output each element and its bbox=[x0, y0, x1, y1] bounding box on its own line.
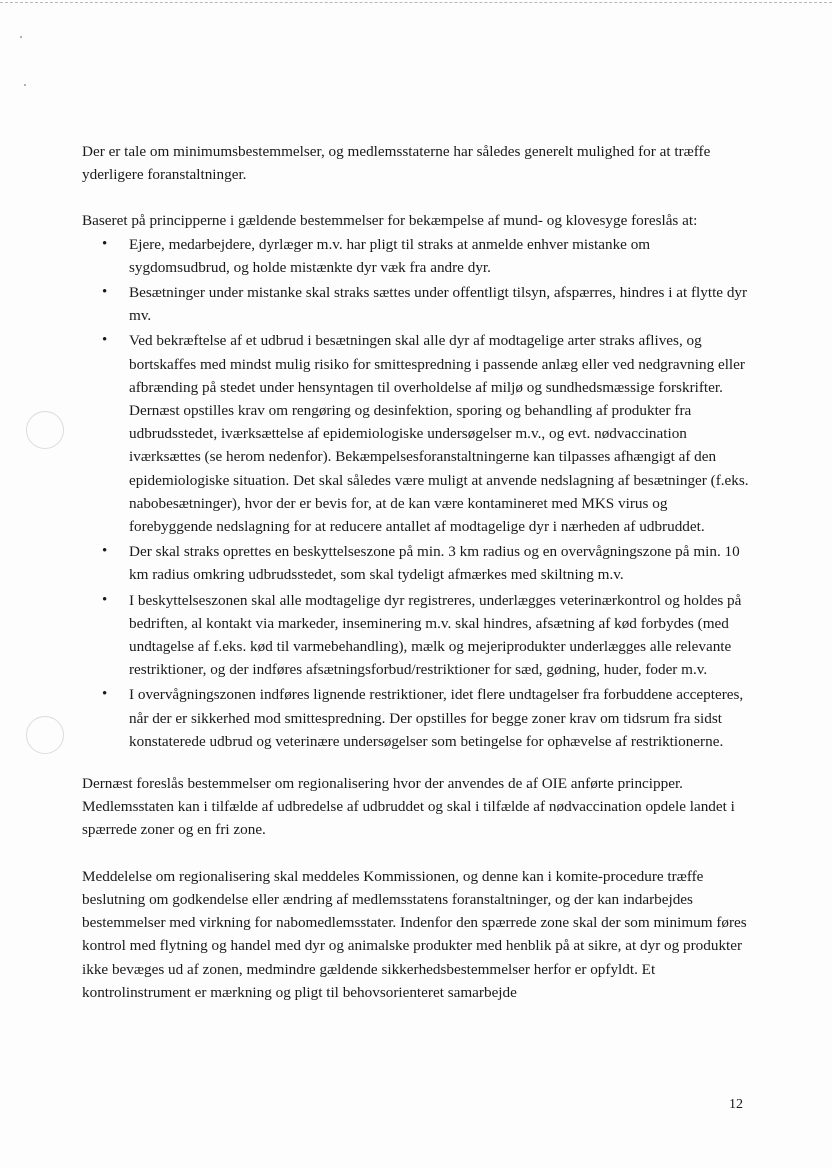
scan-speck bbox=[20, 36, 22, 38]
list-item bbox=[82, 281, 750, 327]
list-item-text: Besætninger under mistanke skal straks sættes under offentligt tilsyn, afspærres, hindres i at flytte dyr mv. bbox=[129, 284, 748, 325]
punch-hole bbox=[26, 411, 64, 449]
document-body bbox=[82, 140, 750, 1027]
list-item-text: Der skal straks oprettes en beskyttelseszone på min. 3 km radius og en overvågningszone på min. 10 km radius omkring udbrudsstedet, som skal tydeligt afmærkes med skiltning m.v. bbox=[129, 543, 740, 584]
paragraph-regionalisation: Dernæst foreslås bestemmelser om regionalisering hvor der anvendes de af OIE anførte principper. Medlemsstaten kan i tilfælde af udbredelse af udbruddet og skal i tilfælde af nødvaccination opdele landet i spærrede zoner og en fri zone. bbox=[82, 775, 735, 839]
bullet-icon: • bbox=[102, 591, 108, 608]
list-item-text: I overvågningszonen indføres lignende restriktioner, idet flere undtagelser fra forbuddene accepteres, når der er sikkerhed mod smittespredning. Der opstilles for begge zoner krav om tidsrum fra sidst konstaterede udbrud og veterinære undersøgelser som betingelse for ophævelse af restriktionerne. bbox=[129, 686, 744, 750]
page-number: 12 bbox=[729, 1097, 743, 1112]
bullet-icon: • bbox=[102, 284, 108, 301]
list-item bbox=[82, 540, 750, 586]
punch-hole bbox=[26, 716, 64, 754]
bullet-icon: • bbox=[102, 686, 108, 703]
paragraph-proposal-intro: Baseret på principperne i gældende bestemmelser for bekæmpelse af mund- og klovesyge foreslås at: bbox=[82, 212, 698, 230]
list-item bbox=[82, 589, 750, 682]
list-item-text: Ejere, medarbejdere, dyrlæger m.v. har pligt til straks at anmelde enhver mistanke om sygdomsudbrud, og holde mistænkte dyr væk fra andre dyr. bbox=[129, 235, 651, 276]
list-item bbox=[82, 233, 750, 279]
list-item-text: Ved bekræftelse af et udbrud i besætningen skal alle dyr af modtagelige arter straks aflives, og bortskaffes med mindst mulig risiko for smittespredning i passende anlæg eller ved nedgravning eller afbrænding på stedet under hensyntagen til overholdelse af miljø og sundhedsmæssige forskrifter. Dernæst opstilles krav om rengøring og desinfektion, sporing og behandling af produkter fra udbrudsstedet, iværksættelse af epidemiologiske undersøgelser m.v., og evt. nødvaccination iværksættes (se herom nedenfor). Bekæmpelsesforanstaltningerne kan tilpasses afhængigt af den epidemiologiske situation. Det skal således være muligt at anvende nedslagning af besætninger (f.eks. nabobesætninger), hvor der er bevis for, at de kan være kontamineret med MKS virus og forebyggende nedslagning for at reducere antallet af modtagelige dyr i nærheden af udbruddet. bbox=[129, 332, 749, 536]
list-item bbox=[82, 683, 750, 753]
paragraph-commission-notice: Meddelelse om regionalisering skal meddeles Kommissionen, og denne kan i komite-procedure træffe beslutning om godkendelse eller ændring af medlemsstatens foranstaltninger, og der kan indarbejdes bestemmelser med virkning for nabomedlemsstater. Indenfor den spærrede zone skal der som minimum føres kontrol med flytning og handel med dyr og animalske produkter med henblik på at sikre, at dyr og produkter ikke bevæges ud af zonen, medmindre gældende sikkerhedsbestemmelser herfor er opfyldt. Et kontrolinstrument er mærkning og pligt til behovsorienteret samarbejde bbox=[82, 867, 747, 1001]
list-item-text: I beskyttelseszonen skal alle modtagelige dyr registreres, underlægges veterinærkontrol og holdes på bedriften, al kontakt via markeder, inseminering m.v. skal hindres, afsætning af kød forbydes (med undtagelse af f.eks. kød til varmebehandling), mælk og mejeriprodukter underlægges alle relevante restriktioner, og der indføres afsætningsforbud/restriktioner for sæd, gødning, huder, foder m.v. bbox=[129, 591, 742, 679]
scan-speck bbox=[24, 84, 26, 86]
bullet-icon: • bbox=[102, 332, 108, 349]
scan-top-edge bbox=[0, 2, 832, 3]
paragraph-minimum-rules: Der er tale om minimumsbestemmelser, og medlemsstaterne har således generelt mulighed for at træffe yderligere foranstaltninger. bbox=[82, 143, 711, 184]
bullet-icon: • bbox=[102, 235, 108, 252]
bullet-icon: • bbox=[102, 543, 108, 560]
list-item bbox=[82, 329, 750, 538]
proposal-bullet-list bbox=[82, 233, 750, 753]
